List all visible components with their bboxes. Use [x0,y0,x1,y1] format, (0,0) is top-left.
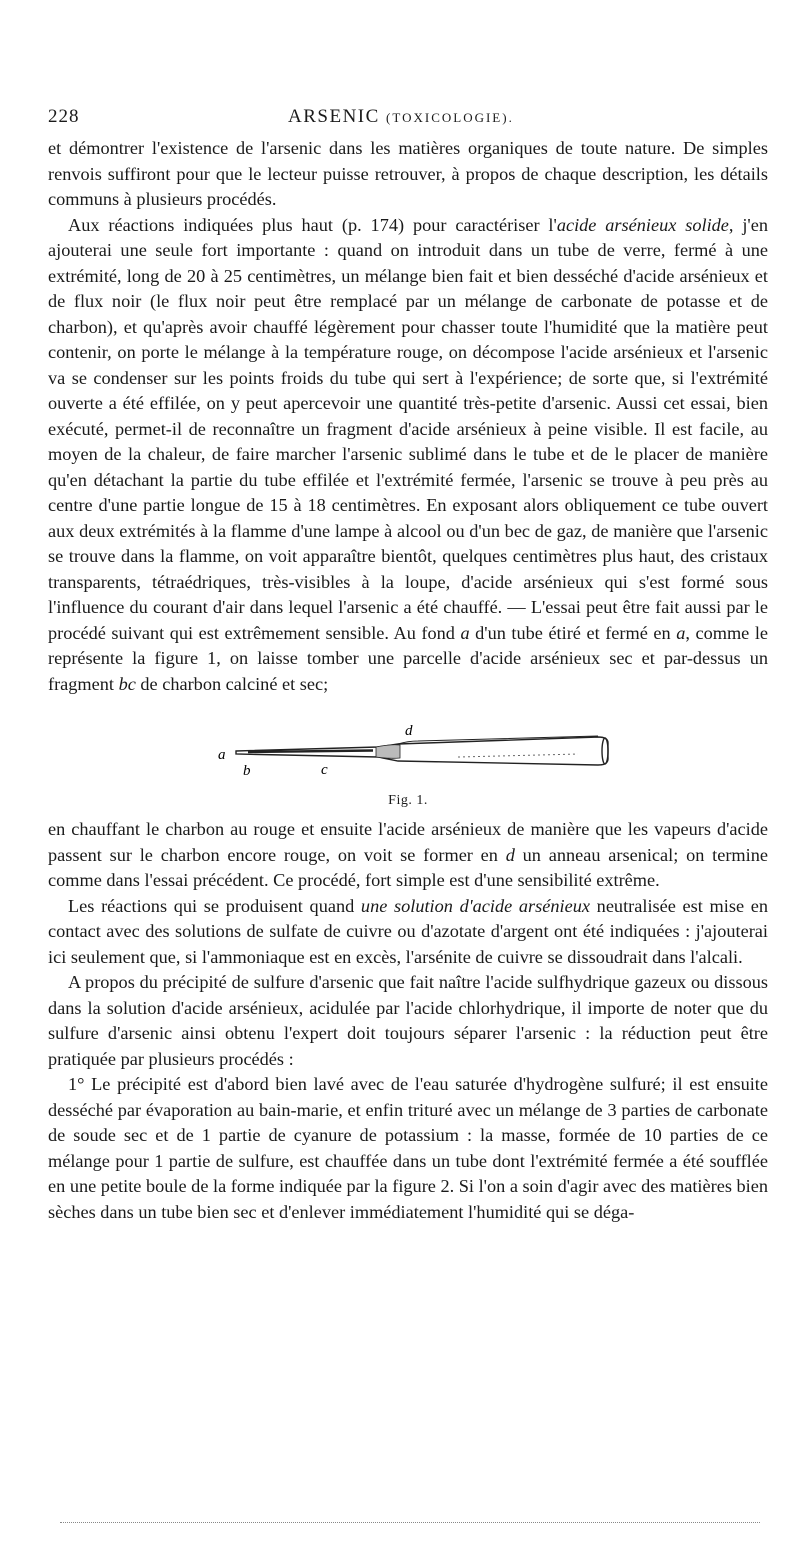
figure-label-a: a [218,747,226,763]
page-header [48,96,768,136]
paragraph-3-emphasis-d: d [505,844,515,865]
paragraph-5: A propos du précipité de sulfure d'arsenic que fait naître l'acide sulfhydrique gazeux ou dissous dans la solution d'acide arsénieux, acidulée par l'acide chlorhydrique, il importe de noter que du sulfure d'arsenic ainsi obtenu l'expert doit toujours séparer l'arsenic : la réduction peut être pratiquée par plusieurs procédés : [48,972,768,1069]
tube-open-end [602,738,608,764]
paragraph-2 [48,213,768,698]
book-page [48,96,768,1225]
paragraph-2-text-a: Aux réactions indiquées plus haut (p. 174) pour caractériser l' [68,214,557,235]
figure-label-d: d [405,723,413,739]
paragraph-2-emphasis-a: a [460,622,470,643]
page-number: 228 [48,106,80,127]
paragraph-2-text-b: , j'en ajouterai une seule fort importante : quand on introduit dans un tube de verre, fermé à une extrémité, long de 20 à 25 centimètres, un mélange bien fait et bien desséché d'acide arsénieux et de flux noir (le flux noir peut être remplacé par un mélange de carbonate de potasse et de charbon), et qu'après avoir chauffé légèrement pour chasser toute l'humidité que la matière peut contenir, on porte le mélange à la température rouge, on décompose l'acide arsénieux et l'arsenic va se condenser sur les points froids du tube qui sert à l'expérience; de sorte que, si l'extrémité ouverte a été effilée, on y peut apercevoir une quantité très-petite d'arsenic. Aussi cet essai, bien exécuté, permet-il de reconnaître un fragment d'acide arsénieux à peine visible. Il est facile, au moyen de la chaleur, de faire marcher l'arsenic sublimé dans le tube et de le placer de manière qu'en détachant la partie du tube effilée et l'extrémité fermée, l'arsenic se trouve à peu près au centre d'une partie longue de 15 à 18 centimètres. En exposant alors obliquement ce tube ouvert aux deux extrémités à la flamme d'une lampe à alcool ou d'un bec de gaz, de manière que l'arsenic se trouve dans la flamme, on voit apparaître bientôt, quelques centimètres plus haut, des cristaux transparents, tétraédriques, très-visibles à la loupe, d'acide arsénieux qui s'est formé sous l'influence du courant d'air dans lequel l'arsenic a été chauffé. — L'essai peut être fait aussi par le procédé suivant qui est extrêmement sensible. Au fond [48,214,768,643]
paragraph-6: 1° Le précipité est d'abord bien lavé avec de l'eau saturée d'hydrogène sulfuré; il est ensuite desséché par évaporation au bain-marie, et enfin trituré avec un mélange de 3 parties de carbonate de soude sec et de 1 partie de cyanure de potassium : la masse, formée de 10 parties de ce mélange pour 1 partie de sulfure, est chauffée dans un tube dont l'extrémité fermée a été soufflée en une petite boule de la forme indiquée par la figure 2. Si l'on a soin d'agir avec des matières bien sèches dans un tube bien sec et d'enlever immédiatement l'humidité qui se déga- [48,1074,768,1222]
paragraph-3-text-b: un anneau arsenical; on termine comme dans l'essai précédent. Ce procédé, fort simple est d'une sensibilité extrême. [48,844,768,890]
figure-caption: Fig. 1. [388,793,428,808]
paragraph-1: et démontrer l'existence de l'arsenic dans les matières organiques de toute nature. De simples renvois suffiront pour que le lecteur puisse retrouver, à propos de chaque description, les détails communs à plusieurs procédés. [48,138,768,209]
paragraph-2-emphasis-acide-arsenieux-solide: acide arsénieux solide [556,214,729,235]
paragraph-2-text-d: , comme le représente la figure 1, on laisse tomber une parcelle d'acide arsénieux sec et par-dessus un fragment [48,622,769,694]
tube-illustration [208,711,628,783]
paragraph-3 [48,817,768,894]
paragraph-2-text-e: de charbon calciné et sec; [135,673,329,694]
page-bottom-artifact [60,1522,760,1523]
paragraph-3-text-a: en chauffant le charbon au rouge et ensuite l'acide arsénieux de manière que les vapeurs d'acide passent sur le charbon encore rouge, on voit se former en [48,819,768,865]
running-title-sub: (TOXICOLOGIE). [386,110,514,125]
paragraph-2-emphasis-bc: bc [118,673,136,694]
paragraph-4 [48,894,768,971]
charcoal-fragment [248,751,373,753]
arsenical-ring [376,745,400,759]
paragraph-4-text-a: Les réactions qui se produisent quand [68,895,361,916]
figure-label-c: c [321,762,328,778]
paragraph-2-text-c: d'un tube étiré et fermé en [469,622,677,643]
paragraph-4-emphasis-solution: une solution d'acide arsénieux [360,895,590,916]
paragraph-4-text-b: neutralisée est mise en contact avec des solutions de sulfate de cuivre ou d'azotate d'argent ont été indiquées : j'ajouterai ici seulement que, si l'ammoniaque est en excès, l'arsénite de cuivre se dissoudrait dans l'alcali. [48,895,768,967]
tube-shading [458,754,578,757]
running-title [288,106,514,128]
figure-1 [48,697,768,817]
running-title-main: ARSENIC [288,106,380,127]
paragraph-2-emphasis-a-2: a [676,622,686,643]
figure-label-b: b [243,763,251,779]
